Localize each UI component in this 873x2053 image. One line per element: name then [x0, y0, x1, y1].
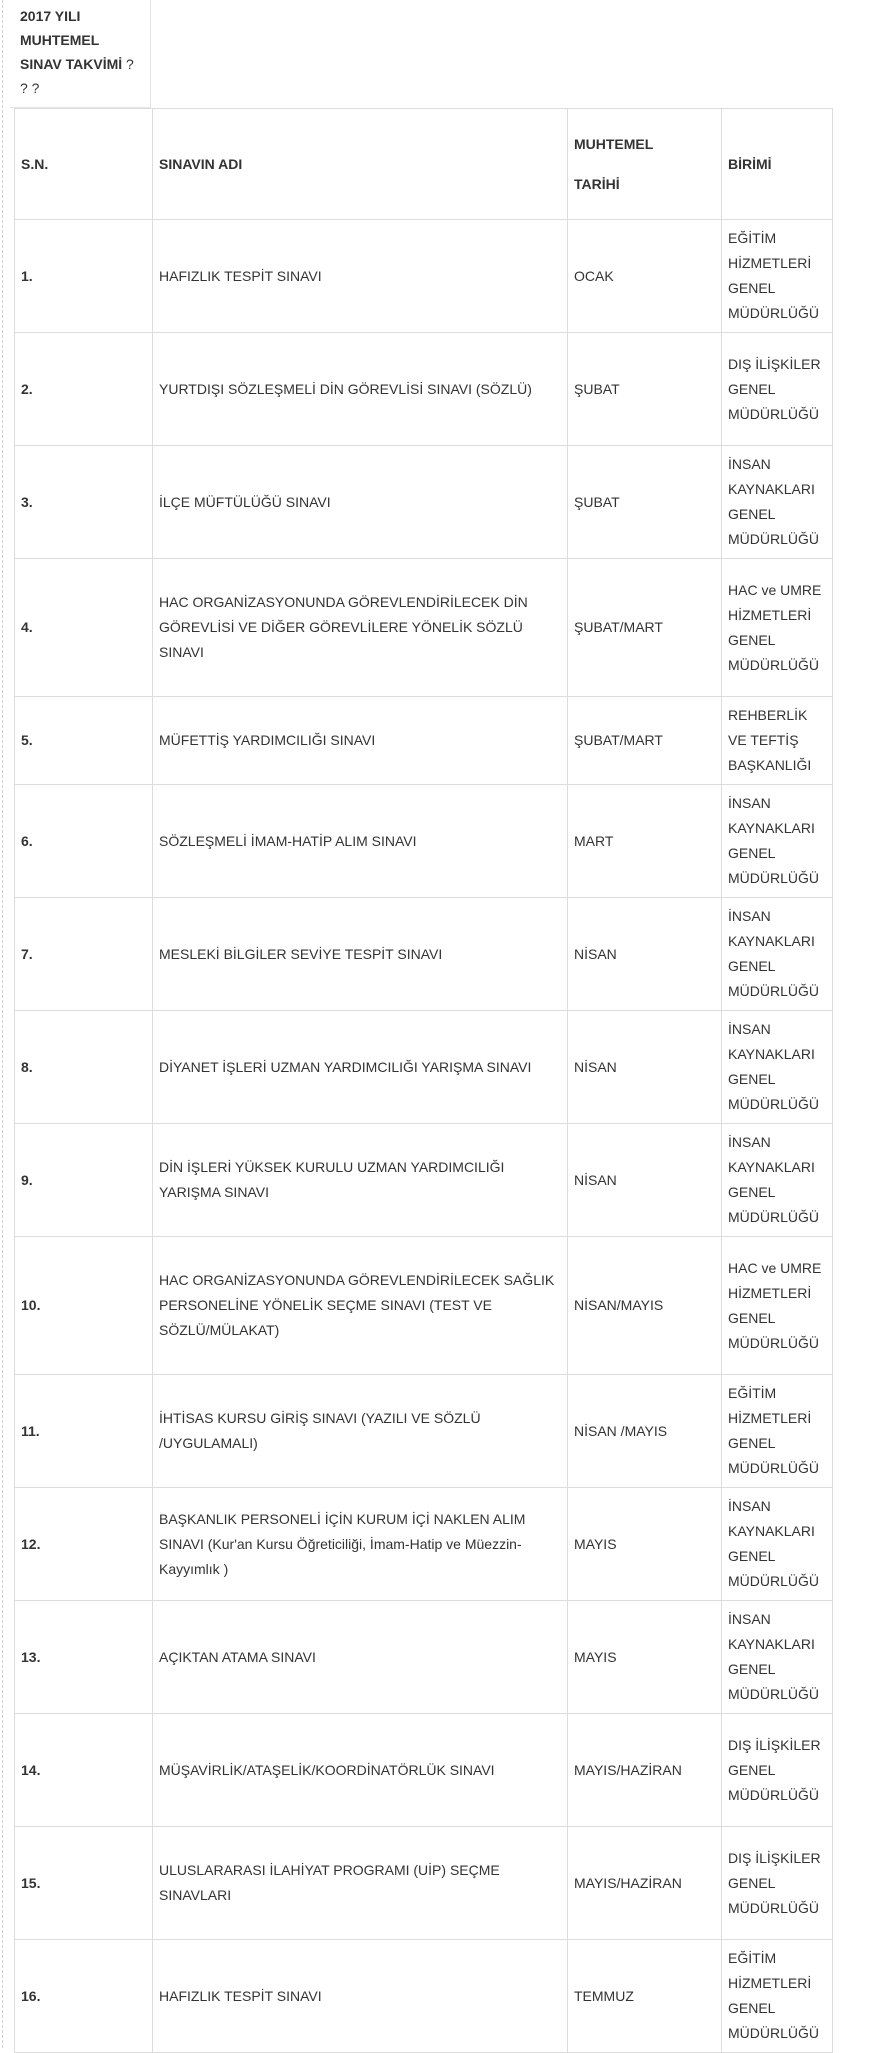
- row-name: MÜŞAVİRLİK/ATAŞELİK/KOORDİNATÖRLÜK SINAVI: [153, 1714, 568, 1827]
- title-line-1: 2017 YILI: [20, 8, 81, 24]
- header-row: [15, 109, 833, 220]
- row-sn: 16.: [15, 1940, 153, 2053]
- row-unit: EĞİTİM HİZMETLERİ GENEL MÜDÜRLÜĞÜ: [722, 1940, 833, 2053]
- row-name: İHTİSAS KURSU GİRİŞ SINAVI (YAZILI VE SÖZLÜ /UYGULAMALI): [153, 1375, 568, 1488]
- row-unit: HAC ve UMRE HİZMETLERİ GENEL MÜDÜRLÜĞÜ: [722, 559, 833, 697]
- header-date-line-1: MUHTEMEL: [574, 136, 654, 152]
- row-name: HAC ORGANİZASYONUNDA GÖREVLENDİRİLECEK DİN GÖREVLİSİ VE DİĞER GÖREVLİLERE YÖNELİK SÖZLÜ SINAVI: [153, 559, 568, 697]
- title-line-4: ? ?: [20, 80, 40, 96]
- row-sn: 9.: [15, 1124, 153, 1237]
- table-row: [15, 1124, 833, 1237]
- header-unit: BİRİMİ: [722, 109, 833, 220]
- table-row: [15, 1011, 833, 1124]
- row-date: OCAK: [568, 220, 722, 333]
- row-unit: EĞİTİM HİZMETLERİ GENEL MÜDÜRLÜĞÜ: [722, 1375, 833, 1488]
- table-row: [15, 1488, 833, 1601]
- row-sn: 15.: [15, 1827, 153, 1940]
- row-sn: 13.: [15, 1601, 153, 1714]
- table-row: [15, 220, 833, 333]
- row-sn: 5.: [15, 697, 153, 785]
- row-sn: 1.: [15, 220, 153, 333]
- row-date: MAYIS: [568, 1488, 722, 1601]
- row-unit: İNSAN KAYNAKLARI GENEL MÜDÜRLÜĞÜ: [722, 1601, 833, 1714]
- table-row: [15, 1601, 833, 1714]
- row-date: ŞUBAT: [568, 333, 722, 446]
- header-name: SINAVIN ADI: [153, 109, 568, 220]
- header-date-line-2: TARİHİ: [574, 176, 620, 192]
- row-unit: REHBERLİK VE TEFTİŞ BAŞKANLIĞI: [722, 697, 833, 785]
- title-qmark: ?: [126, 56, 134, 72]
- row-sn: 8.: [15, 1011, 153, 1124]
- table-row: [15, 1237, 833, 1375]
- row-date: MAYIS: [568, 1601, 722, 1714]
- row-date: NİSAN /MAYIS: [568, 1375, 722, 1488]
- row-name: MÜFETTİŞ YARDIMCILIĞI SINAVI: [153, 697, 568, 785]
- row-name: YURTDIŞI SÖZLEŞMELİ DİN GÖREVLİSİ SINAVI (SÖZLÜ): [153, 333, 568, 446]
- table-row: [15, 785, 833, 898]
- row-name: ULUSLARARASI İLAHİYAT PROGRAMI (UİP) SEÇME SINAVLARI: [153, 1827, 568, 1940]
- row-sn: 12.: [15, 1488, 153, 1601]
- row-date: MAYIS/HAZİRAN: [568, 1827, 722, 1940]
- table-row: [15, 898, 833, 1011]
- row-date: ŞUBAT/MART: [568, 697, 722, 785]
- row-date: NİSAN/MAYIS: [568, 1237, 722, 1375]
- table-row: [15, 1827, 833, 1940]
- page-left-border: [2, 0, 3, 2048]
- row-sn: 3.: [15, 446, 153, 559]
- row-name: MESLEKİ BİLGİLER SEVİYE TESPİT SINAVI: [153, 898, 568, 1011]
- row-unit: EĞİTİM HİZMETLERİ GENEL MÜDÜRLÜĞÜ: [722, 220, 833, 333]
- row-sn: 4.: [15, 559, 153, 697]
- table-row: [15, 1940, 833, 2053]
- table-row: [15, 446, 833, 559]
- row-unit: HAC ve UMRE HİZMETLERİ GENEL MÜDÜRLÜĞÜ: [722, 1237, 833, 1375]
- row-date: MART: [568, 785, 722, 898]
- row-sn: 2.: [15, 333, 153, 446]
- row-name: DİN İŞLERİ YÜKSEK KURULU UZMAN YARDIMCILIĞI YARIŞMA SINAVI: [153, 1124, 568, 1237]
- row-unit: İNSAN KAYNAKLARI GENEL MÜDÜRLÜĞÜ: [722, 1488, 833, 1601]
- table-row: [15, 1714, 833, 1827]
- row-date: NİSAN: [568, 1011, 722, 1124]
- title-line-3: SINAV TAKVİMİ: [20, 56, 123, 72]
- table-title-cell: [10, 0, 151, 108]
- row-name: SÖZLEŞMELİ İMAM-HATİP ALIM SINAVI: [153, 785, 568, 898]
- row-date: NİSAN: [568, 898, 722, 1011]
- row-unit: İNSAN KAYNAKLARI GENEL MÜDÜRLÜĞÜ: [722, 446, 833, 559]
- row-unit: İNSAN KAYNAKLARI GENEL MÜDÜRLÜĞÜ: [722, 785, 833, 898]
- exam-calendar-table: [14, 108, 833, 2053]
- row-date: NİSAN: [568, 1124, 722, 1237]
- row-name: BAŞKANLIK PERSONELİ İÇİN KURUM İÇİ NAKLEN ALIM SINAVI (Kur'an Kursu Öğreticiliği, İmam-Hatip ve Müezzin-Kayyımlık ): [153, 1488, 568, 1601]
- row-sn: 6.: [15, 785, 153, 898]
- row-unit: DIŞ İLİŞKİLER GENEL MÜDÜRLÜĞÜ: [722, 1714, 833, 1827]
- row-unit: DIŞ İLİŞKİLER GENEL MÜDÜRLÜĞÜ: [722, 333, 833, 446]
- row-date: MAYIS/HAZİRAN: [568, 1714, 722, 1827]
- row-sn: 14.: [15, 1714, 153, 1827]
- row-date: TEMMUZ: [568, 1940, 722, 2053]
- table-row: [15, 559, 833, 697]
- row-unit: İNSAN KAYNAKLARI GENEL MÜDÜRLÜĞÜ: [722, 1124, 833, 1237]
- row-sn: 11.: [15, 1375, 153, 1488]
- row-date: ŞUBAT: [568, 446, 722, 559]
- table-row: [15, 333, 833, 446]
- row-name: DİYANET İŞLERİ UZMAN YARDIMCILIĞI YARIŞMA SINAVI: [153, 1011, 568, 1124]
- title-line-2: MUHTEMEL: [20, 32, 100, 48]
- row-name: AÇIKTAN ATAMA SINAVI: [153, 1601, 568, 1714]
- row-unit: DIŞ İLİŞKİLER GENEL MÜDÜRLÜĞÜ: [722, 1827, 833, 1940]
- table-row: [15, 697, 833, 785]
- header-sn: S.N.: [15, 109, 153, 220]
- row-name: HAFIZLIK TESPİT SINAVI: [153, 1940, 568, 2053]
- row-sn: 7.: [15, 898, 153, 1011]
- row-date: ŞUBAT/MART: [568, 559, 722, 697]
- table-row: [15, 1375, 833, 1488]
- row-name: HAFIZLIK TESPİT SINAVI: [153, 220, 568, 333]
- row-name: İLÇE MÜFTÜLÜĞÜ SINAVI: [153, 446, 568, 559]
- row-sn: 10.: [15, 1237, 153, 1375]
- row-name: HAC ORGANİZASYONUNDA GÖREVLENDİRİLECEK SAĞLIK PERSONELİNE YÖNELİK SEÇME SINAVI (TEST VE SÖZLÜ/MÜLAKAT): [153, 1237, 568, 1375]
- row-unit: İNSAN KAYNAKLARI GENEL MÜDÜRLÜĞÜ: [722, 898, 833, 1011]
- header-date: [568, 109, 722, 220]
- row-unit: İNSAN KAYNAKLARI GENEL MÜDÜRLÜĞÜ: [722, 1011, 833, 1124]
